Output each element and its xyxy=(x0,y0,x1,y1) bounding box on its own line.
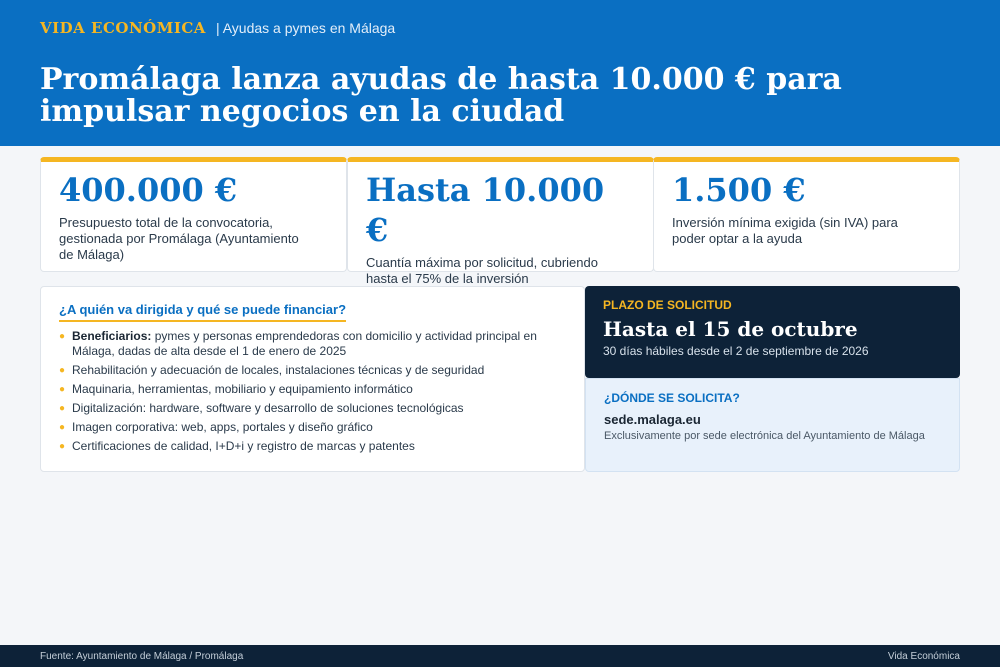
stat-description: Inversión mínima exigida (sin IVA) para poder optar a la ayuda xyxy=(672,215,898,246)
brand-logo[interactable]: VIDA ECONÓMICA xyxy=(40,19,206,37)
stat-description: Cuantía máxima por solicitud, cubriendo hasta el 75% de la inversión xyxy=(366,255,598,286)
bullet-icon: ● xyxy=(59,403,66,414)
stat-value: 1.500 € xyxy=(672,171,806,209)
stat-card-min-investment xyxy=(653,157,960,272)
stat-description: Presupuesto total de la convocatoria, gestionada por Promálaga (Ayuntamiento de Málaga) xyxy=(59,215,299,262)
list-item-text: Certificaciones de calidad, I+D+i y registro de marcas y patentes xyxy=(72,439,415,453)
list-item xyxy=(59,401,566,416)
footer-source: Fuente: Ayuntamiento de Málaga / Promálaga xyxy=(40,651,244,662)
eligibility-list xyxy=(59,329,566,454)
bullet-icon: ● xyxy=(59,365,66,376)
where-card xyxy=(585,378,960,472)
footer-publisher: Vida Económica xyxy=(887,651,960,662)
bullet-icon: ● xyxy=(59,331,66,342)
deadline-label: PLAZO DE SOLICITUD xyxy=(603,298,732,312)
list-item-text: Digitalización: hardware, software y desarrollo de soluciones tecnológicas xyxy=(72,401,464,415)
page-title: Promálaga lanza ayudas de hasta 10.000 € para impulsar negocios en la ciudad xyxy=(40,62,842,129)
where-label: ¿DÓNDE SE SOLICITA? xyxy=(604,391,740,405)
list-item xyxy=(59,329,566,359)
beneficiaries-lead: Beneficiarios: xyxy=(72,329,152,343)
footer xyxy=(0,645,1000,667)
bullet-icon: ● xyxy=(59,422,66,433)
deadline-card xyxy=(585,286,960,378)
brand-row xyxy=(40,19,395,37)
beneficiaries-text: pymes y personas emprendedoras con domicilio y actividad principal en Málaga, dadas de alta desde el 1 de enero de 2025 xyxy=(72,329,537,358)
list-item-text: Rehabilitación y adecuación de locales, instalaciones técnicas y de seguridad xyxy=(72,363,485,377)
where-site-link[interactable]: sede.malaga.eu xyxy=(604,412,701,427)
deadline-note: 30 días hábiles desde el 2 de septiembre de 2026 xyxy=(603,344,869,358)
where-note: Exclusivamente por sede electrónica del Ayuntamiento de Málaga xyxy=(604,430,925,442)
stat-value: 400.000 € xyxy=(59,171,238,209)
list-item-text: Imagen corporativa: web, apps, portales y diseño gráfico xyxy=(72,420,373,434)
section-label: | Ayudas a pymes en Málaga xyxy=(215,20,396,36)
deadline-value: Hasta el 15 de octubre xyxy=(603,317,858,341)
eligibility-title: ¿A quién va dirigida y qué se puede financiar? xyxy=(59,302,346,322)
bullet-icon: ● xyxy=(59,441,66,452)
header-banner xyxy=(0,0,1000,146)
eligibility-card xyxy=(40,286,585,472)
list-item xyxy=(59,420,566,435)
list-item-text: Maquinaria, herramientas, mobiliario y equipamiento informático xyxy=(72,382,413,396)
list-item xyxy=(59,363,566,378)
stat-card-budget xyxy=(40,157,347,272)
list-item xyxy=(59,439,566,454)
stat-value: Hasta 10.000 € xyxy=(366,171,605,249)
bullet-icon: ● xyxy=(59,384,66,395)
list-item xyxy=(59,382,566,397)
stat-card-max-amount xyxy=(347,157,654,286)
